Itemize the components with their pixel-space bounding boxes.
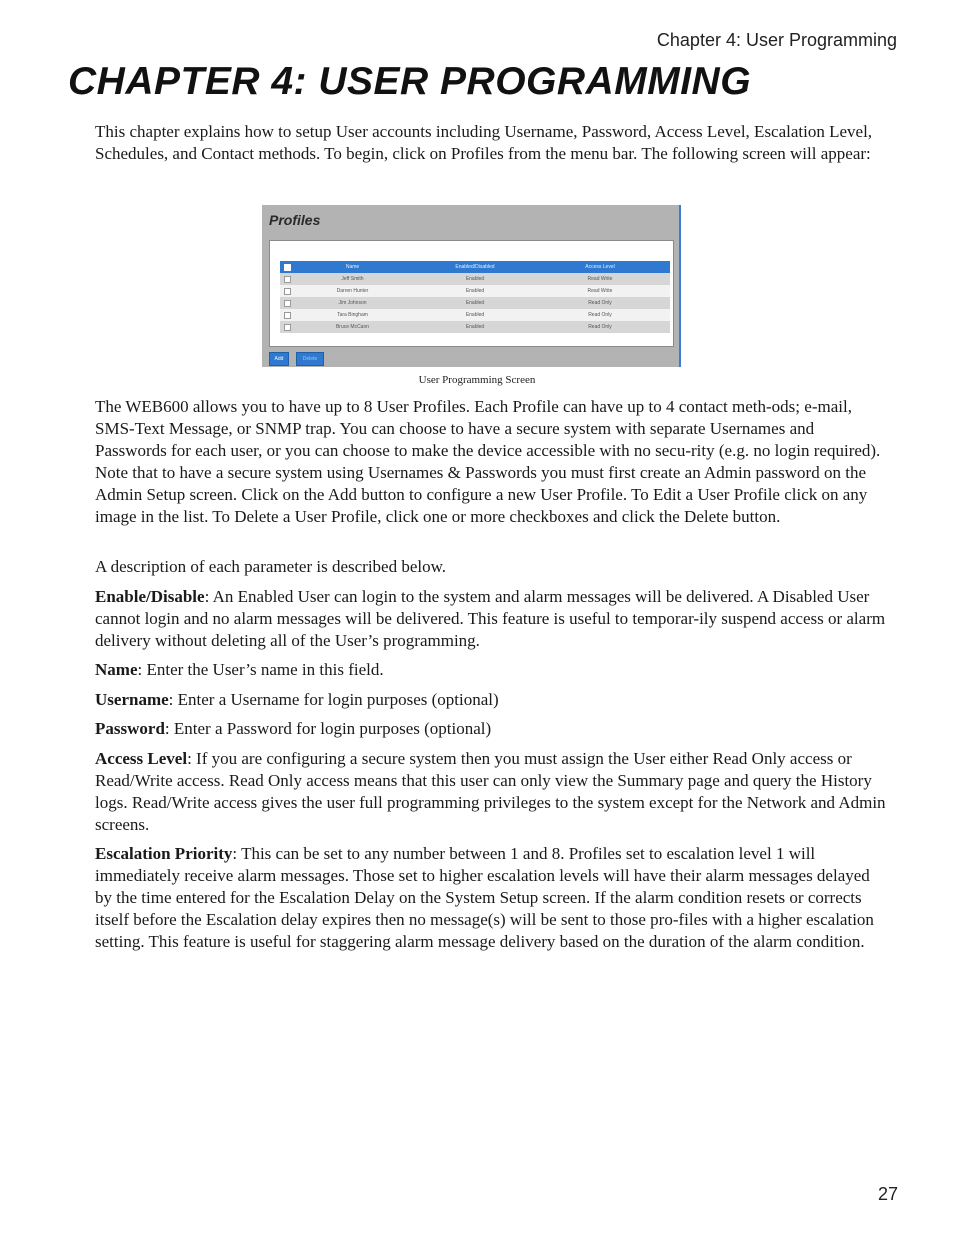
param-text: : This can be set to any number between 1 and 8. Profiles set to escalation level 1 will immediately receive alarm messages. Those set to higher escalation levels will have their alarm messages delayed by the time entered for the Escalation Delay on the System Setup screen. If the alarm condition resets or corrects itself before the Escalation delay expires then no message(s) will be sent to those pro-files with a higher escalation setting. This feature is useful for staggering alarm message delivery based on the duration of the alarm condition. [95, 844, 874, 951]
cell-access: Read Only [588, 324, 612, 330]
cell-access: Read Write [587, 276, 613, 282]
cell-enabled: Enabled [465, 288, 485, 294]
cell-name: Jim Johnson [338, 300, 367, 306]
row-checkbox[interactable] [284, 324, 291, 331]
cell-enabled: Enabled [465, 300, 485, 306]
cell-access: Read Write [587, 288, 613, 294]
param-term: Enable/Disable [95, 587, 205, 606]
profiles-table [280, 261, 670, 333]
running-header: Chapter 4: User Programming [656, 30, 897, 50]
add-button[interactable]: Add [269, 352, 289, 366]
table-header-row [280, 261, 670, 273]
cell-enabled: Enabled [465, 276, 485, 282]
row-checkbox[interactable] [284, 276, 291, 283]
row-checkbox[interactable] [284, 300, 291, 307]
row-checkbox[interactable] [284, 312, 291, 319]
cell-access: Read Only [588, 300, 612, 306]
param-escalation-priority [95, 843, 890, 953]
table-row[interactable] [280, 309, 670, 321]
profiles-screenshot [262, 205, 681, 367]
profiles-title: Profiles [269, 212, 321, 228]
delete-button[interactable]: Delete [296, 352, 324, 366]
param-term: Username [95, 690, 169, 709]
cell-name: Bruce McCann [335, 324, 370, 330]
table-row[interactable] [280, 285, 670, 297]
figure-caption: User Programming Screen [418, 374, 536, 386]
param-term: Access Level [95, 749, 188, 768]
cell-name: Tara Bingham [337, 312, 368, 318]
param-enable-disable [95, 586, 890, 652]
column-header-name: Name [345, 264, 360, 270]
cell-name: Jeff Smith [341, 276, 364, 282]
param-username [95, 689, 890, 711]
param-term: Name [95, 660, 138, 679]
page-number: 27 [877, 1184, 898, 1204]
profiles-paragraph: The WEB600 allows you to have up to 8 User Profiles. Each Profile can have up to 4 contact meth-ods; e-mail, SMS-Text Message, or SNMP trap. You can choose to have a secure system with separate Usernames and Passwords for each user, or you can choose to make the device accessible with no secu-rity (e.g. no login required). Note that to have a secure system using Usernames & Passwords you must first create an Admin password on the Admin Setup screen. Click on the Add button to configure a new User Profile. To Edit a User Profile click on any image in the list. To Delete a User Profile, click one or more checkboxes and click the Delete button. [95, 397, 881, 526]
column-header-access: Access Level [585, 264, 615, 270]
column-header-enabled: Enabled/Disabled [455, 264, 495, 270]
param-text: : Enter a Username for login purposes (optional) [168, 690, 499, 709]
cell-name: Darren Hunter [336, 288, 369, 294]
param-text: : Enter a Password for login purposes (optional) [164, 719, 492, 738]
param-term: Escalation Priority [95, 844, 233, 863]
table-row[interactable] [280, 273, 670, 285]
cell-enabled: Enabled [465, 324, 485, 330]
param-text: : An Enabled User can login to the system and alarm messages will be delivered. A Disabled User cannot login and no alarm messages will be delivered. This feature is useful to temporar-ily suspend access or alarm delivery without deleting all of the User’s programming. [95, 587, 886, 650]
select-all-checkbox[interactable] [284, 264, 291, 271]
row-checkbox[interactable] [284, 288, 291, 295]
param-term: Password [95, 719, 165, 738]
description-intro: A description of each parameter is described below. [95, 557, 447, 576]
table-row[interactable] [280, 297, 670, 309]
cell-enabled: Enabled [465, 312, 485, 318]
profiles-panel [269, 240, 674, 347]
intro-paragraph: This chapter explains how to setup User accounts including Username, Password, Access Level, Escalation Level, Schedules, and Contact methods. To begin, click on Profiles from the menu bar. The following screen will appear: [95, 122, 873, 163]
param-access-level [95, 748, 890, 836]
cell-access: Read Only [588, 312, 612, 318]
param-text: : Enter the User’s name in this field. [137, 660, 384, 679]
param-password [95, 718, 890, 740]
param-text: : If you are configuring a secure system then you must assign the User either Read Only access or Read/Write access. Read Only access means that this user can only view the Summary page and query the History logs. Read/Write access gives the user full programming privileges to the system except for the Network and Admin screens. [95, 749, 886, 834]
table-row[interactable] [280, 321, 670, 333]
chapter-title: CHAPTER 4: USER PROGRAMMING [68, 60, 752, 103]
param-name [95, 659, 890, 681]
